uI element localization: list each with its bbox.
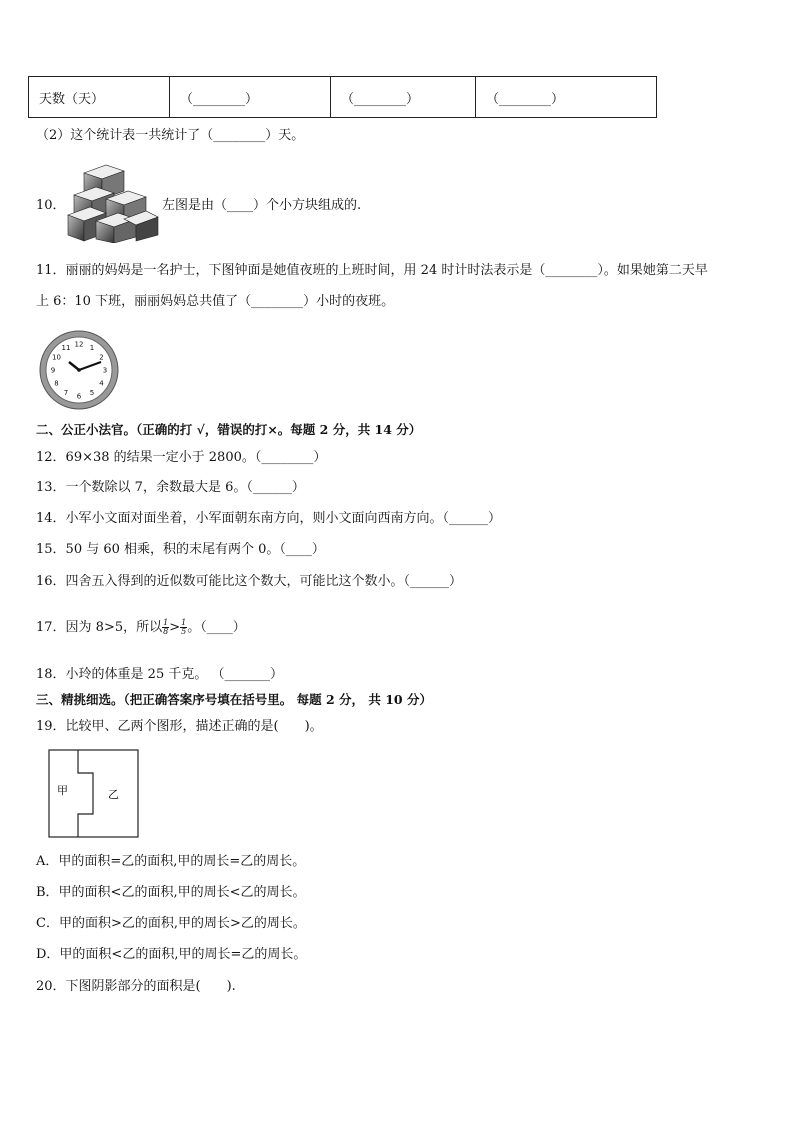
question-14: 14．小军小文面对面坐着，小军面朝东南方向，则小文面向西南方向。（______）	[36, 511, 502, 526]
table-cell-blank[interactable]: （________）	[476, 77, 657, 118]
option-b[interactable]: B．甲的面积<乙的面积,甲的周长<乙的周长。	[36, 885, 306, 900]
clock-numeral: 8	[54, 379, 59, 388]
question-10-number: 10．	[36, 198, 66, 213]
section-2-heading: 二、公正小法官。（正确的打 √，错误的打×。每题 2 分，共 14 分）	[36, 422, 422, 437]
clock-numeral: 6	[76, 392, 82, 401]
clock-numeral: 5	[89, 389, 95, 397]
clock-numeral: 4	[99, 379, 104, 388]
clock-numeral: 1	[89, 344, 95, 352]
question-17	[36, 619, 246, 637]
fraction-one-fifth: $\frac{1}{5}$	[181, 618, 187, 636]
question-20: 20．下图阴影部分的面积是( ).	[36, 979, 236, 994]
question-16: 16．四舍五入得到的近似数可能比这个数大，可能比这个数小。（______）	[36, 574, 463, 589]
option-d[interactable]: D．甲的面积<乙的面积,甲的周长=乙的周长。	[36, 947, 307, 962]
question-17-prefix: 17．因为 8>5，所以	[36, 620, 163, 635]
table-row	[29, 77, 657, 118]
clock-numeral: 10	[52, 353, 61, 362]
question-9-part-2: （2）这个统计表一共统计了（________）天。	[36, 128, 305, 143]
question-10-text: 左图是由（____）个小方块组成的.	[162, 198, 362, 213]
section-3-heading: 三、精挑细选。（把正确答案序号填在括号里。 每题 2 分， 共 10 分）	[36, 692, 432, 707]
question-11-line-1: 11．丽丽的妈妈是一名护士，下图钟面是她值夜班的上班时间，用 24 时计时法表示是（________）。如果她第二天早	[36, 263, 708, 278]
clock-numeral: 2	[99, 353, 104, 362]
question-13: 13．一个数除以 7，余数最大是 6。（______）	[36, 480, 305, 495]
label-yi: 乙	[108, 788, 119, 801]
question-19: 19．比较甲、乙两个图形，描述正确的是( )。	[36, 719, 323, 734]
clock-face-image	[38, 329, 120, 411]
clock-numeral: 11	[61, 344, 71, 352]
clock-numeral: 7	[63, 389, 69, 397]
question-18: 18．小玲的体重是 25 千克。 （_______）	[36, 667, 283, 682]
clock-numeral: 12	[74, 340, 84, 349]
table-cell-blank[interactable]: （________）	[170, 77, 331, 118]
question-11-line-2: 上 6：10 下班，丽丽妈妈总共值了（________）小时的夜班。	[36, 294, 395, 309]
label-jia: 甲	[57, 784, 68, 797]
row-label-days: 天数（天）	[29, 77, 170, 118]
option-a[interactable]: A．甲的面积=乙的面积,甲的周长=乙的周长。	[36, 854, 306, 869]
table-cell-blank[interactable]: （________）	[331, 77, 476, 118]
clock-numeral: 3	[102, 366, 108, 375]
question-12: 12．69×38 的结果一定小于 2800。（________）	[36, 450, 327, 465]
shapes-jia-yi-figure	[48, 749, 140, 839]
cube-stack-image	[66, 163, 160, 243]
clock-numeral: 9	[50, 366, 56, 375]
question-17-suffix: 。（____）	[187, 620, 246, 635]
greater-than-sign: >	[169, 620, 181, 635]
option-c[interactable]: C．甲的面积>乙的面积,甲的周长>乙的周长。	[36, 916, 306, 931]
fraction-one-eighth: $\frac{1}{8}$	[163, 618, 169, 636]
question-15: 15．50 与 60 相乘，积的末尾有两个 0。（____）	[36, 542, 325, 557]
statistics-table	[28, 76, 657, 118]
